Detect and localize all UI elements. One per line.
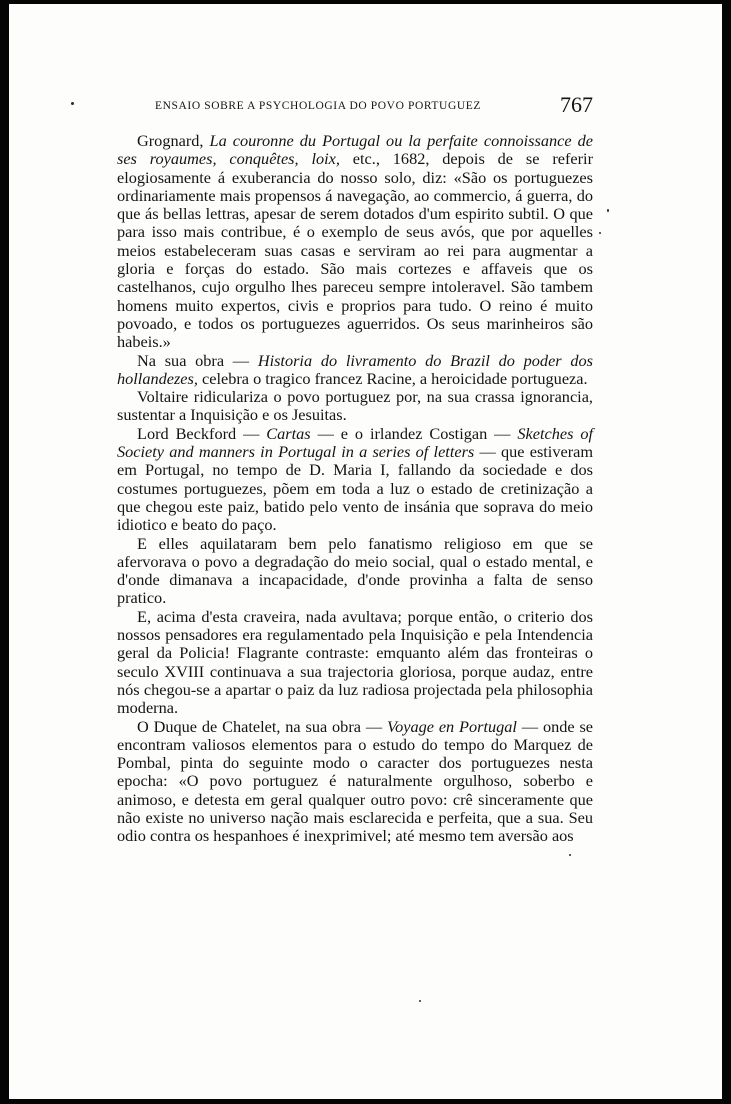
paragraph: E, acima d'esta craveira, nada avultava; porque então, o criterio dos nossos pensadores era regulamentado pela Inquisição e pela Intendencia geral da Policia! Flagrante contraste: emquanto além das fronteiras o seculo XVIII continuava a sua trajectoria gloriosa, porque audaz, entre nós chegou-se a apartar o paiz da luz radiosa projectada pela philosophia moderna.: [117, 606, 593, 718]
book-page: [117, 94, 593, 846]
text-run: — e o irlandez Costigan —: [310, 423, 518, 443]
page-header: [117, 94, 593, 124]
speck: [71, 102, 74, 105]
text-run: etc., 1682, depois de se referir elogiosamente á exuberancia do nosso solo, diz: «São os portuguezes ordinariamente mais propensos á navegação, ao commercio, á guerra, do que ás bellas lettras, apesar de serem dotados d'um espirito subtil. O que para isso mais contribue, é o exemplo de seus avós, que por aquelles meios estabeleceram suas casas e serviram ao rei para augmentar a gloria e forças do estado. São mais cortezes e affaveis que os castelhanos, cujo orgulho lhes pareceu sempre intoleravel. São tambem homens muito expertos, civis e proprios para tudo. O reino é muito povoado, e todos os portuguezes aguerridos. Os seus marinheiros são habeis.»: [117, 149, 593, 352]
speck: [599, 232, 601, 234]
paragraph: [117, 718, 593, 846]
speck: [419, 1000, 421, 1002]
text-run: Lord Beckford —: [137, 423, 267, 443]
speck: [569, 854, 571, 856]
text-run: Na sua obra —: [137, 350, 258, 370]
running-title: ENSAIO SOBRE A PSYCHOLOGIA DO POVO PORTUGUEZ: [155, 100, 482, 112]
speck: [607, 209, 609, 212]
book-title: La couronne du Portugal ou la perfaite connoissance de ses royaumes, conquêtes, loix,: [117, 131, 593, 169]
text-run: O Duque de Chatelet, na sua obra —: [137, 716, 387, 736]
page-number: 767: [560, 92, 593, 117]
paragraph: E elles aquilataram bem pelo fanatismo religioso em que se afervorava o povo a degradação do meio social, qual o estado mental, e d'onde dimanava a incapacidade, d'onde provinha a falta de senso pratico.: [117, 533, 593, 608]
text-run: — onde se encontram valiosos elementos para o estudo do tempo do Marquez de Pombal, pinta do seguinte modo o caracter dos portuguezes nesta epocha: «O povo portuguez é naturalmente orgulhoso, soberbo e animoso, e detesta em geral qualquer outro povo: crê sinceramente que não existe no universo nação mais esclarecida e perfeita, que a sua. Seu odio contra os hespanhoes é inexprimivel; até mesmo tem aversão aos: [117, 716, 594, 846]
text-run: Grognard,: [137, 131, 210, 150]
paragraph: [117, 352, 593, 389]
paragraph: [117, 425, 593, 535]
text-run: — que estiveram em Portugal, no tempo de D. Maria I, fallando da sociedade e dos costumes portuguezes, põem em toda a luz o estado de cretinização a que chegou este paiz, batido pelo vento de insánia que soprava do meio idiotico e beato do paço.: [117, 442, 594, 535]
body-text: [117, 132, 593, 846]
book-title: Cartas: [266, 423, 311, 443]
book-title: Voyage en Portugal: [386, 716, 517, 736]
paragraph: Voltaire ridiculariza o povo portuguez por, na sua crassa ignorancia, sustentar a Inquisição e os Jesuitas.: [117, 387, 593, 425]
book-title: Historia do livramento do Brazil do poder dos hollandezes,: [117, 350, 593, 388]
book-title: Sketches of Society and manners in Portugal in a series of letters: [117, 423, 594, 462]
text-run: celebra o tragico francez Racine, a heroicidade portugueza.: [197, 368, 588, 388]
paragraph: [117, 132, 593, 352]
